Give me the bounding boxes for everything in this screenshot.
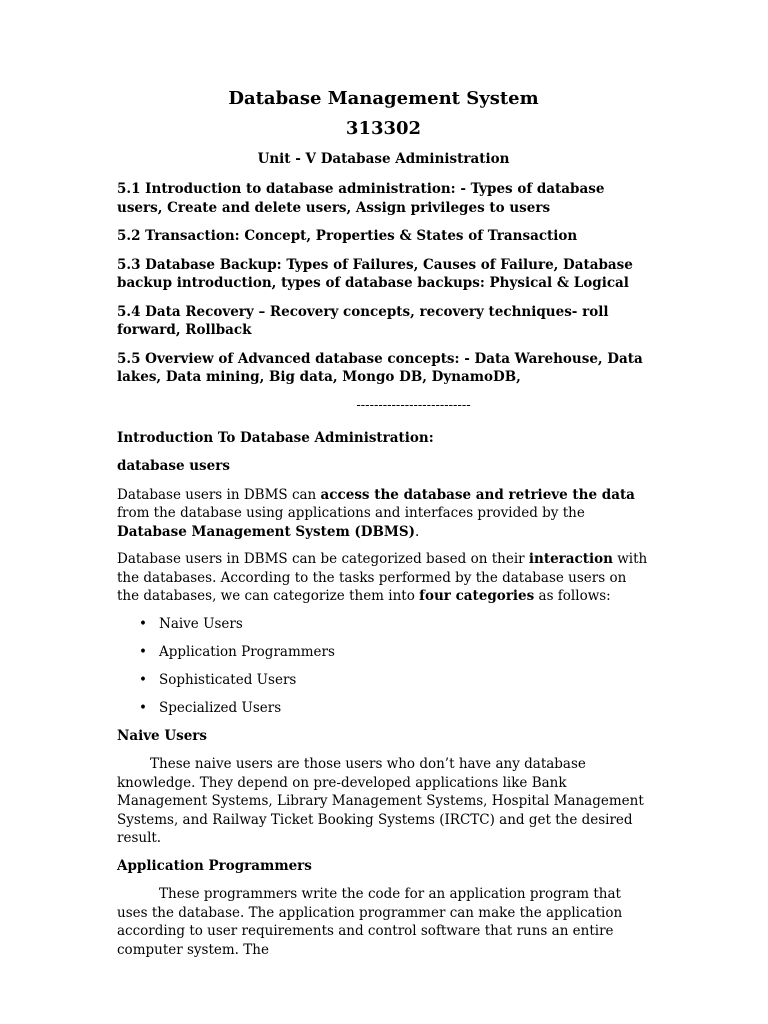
list-item: • Application Programmers bbox=[139, 643, 335, 660]
application-programmers-paragraph: These programmers write the code for an application program that uses the database. The application programmer can make the application according to user requirements and control software that runs an entire computer system. The bbox=[117, 886, 623, 958]
bullet-icon: • bbox=[139, 671, 147, 688]
topic-5-5: 5.5 Overview of Advanced database concepts: - Data Warehouse, Data lakes, Data mining, Big data, Mongo DB, DynamoDB, bbox=[117, 350, 643, 385]
list-item: • Sophisticated Users bbox=[139, 671, 297, 688]
unit-title: Unit - V Database Administration bbox=[257, 151, 510, 167]
intro-paragraph-1: Database users in DBMS can access the database and retrieve the data from the database using applications and interfaces provided by the Database Management System (DBMS). bbox=[117, 486, 635, 540]
intro-heading: Introduction To Database Administration: bbox=[117, 429, 434, 446]
bullet-icon: • bbox=[139, 643, 147, 660]
application-programmers-heading: Application Programmers bbox=[117, 857, 312, 874]
topic-5-4: 5.4 Data Recovery – Recovery concepts, recovery techniques- roll forward, Rollback bbox=[117, 303, 609, 338]
bullet-icon: • bbox=[139, 699, 147, 716]
topic-5-1: 5.1 Introduction to database administration: - Types of database users, Create and delete users, Assign privileges to users bbox=[117, 181, 605, 216]
topic-5-2: 5.2 Transaction: Concept, Properties & States of Transaction bbox=[117, 228, 578, 244]
document-title: Database Management System bbox=[228, 88, 539, 109]
list-item: • Naive Users bbox=[139, 615, 243, 632]
bullet-icon: • bbox=[139, 615, 147, 632]
naive-users-paragraph: These naive users are those users who don’t have any database knowledge. They depend on pre-developed applications like Bank Management Systems, Library Management Systems, Hospital Management Systems, and Railway Ticket Booking Systems (IRCTC) and get the desired result. bbox=[117, 756, 644, 846]
list-item: • Specialized Users bbox=[139, 699, 282, 716]
naive-users-heading: Naive Users bbox=[117, 727, 208, 744]
topic-5-3: 5.3 Database Backup: Types of Failures, Causes of Failure, Database backup introduction, types of database backups: Physical & Logical bbox=[117, 256, 633, 291]
intro-paragraph-2: Database users in DBMS can be categorized based on their interaction with the databases. According to the tasks performed by the database users on the databases, we can categorize them into four categories as follows: bbox=[117, 551, 648, 604]
section-divider: -------------------------- bbox=[356, 397, 471, 413]
course-code: 313302 bbox=[345, 118, 422, 139]
database-users-subheading: database users bbox=[117, 458, 230, 474]
user-categories-list bbox=[117, 615, 650, 718]
